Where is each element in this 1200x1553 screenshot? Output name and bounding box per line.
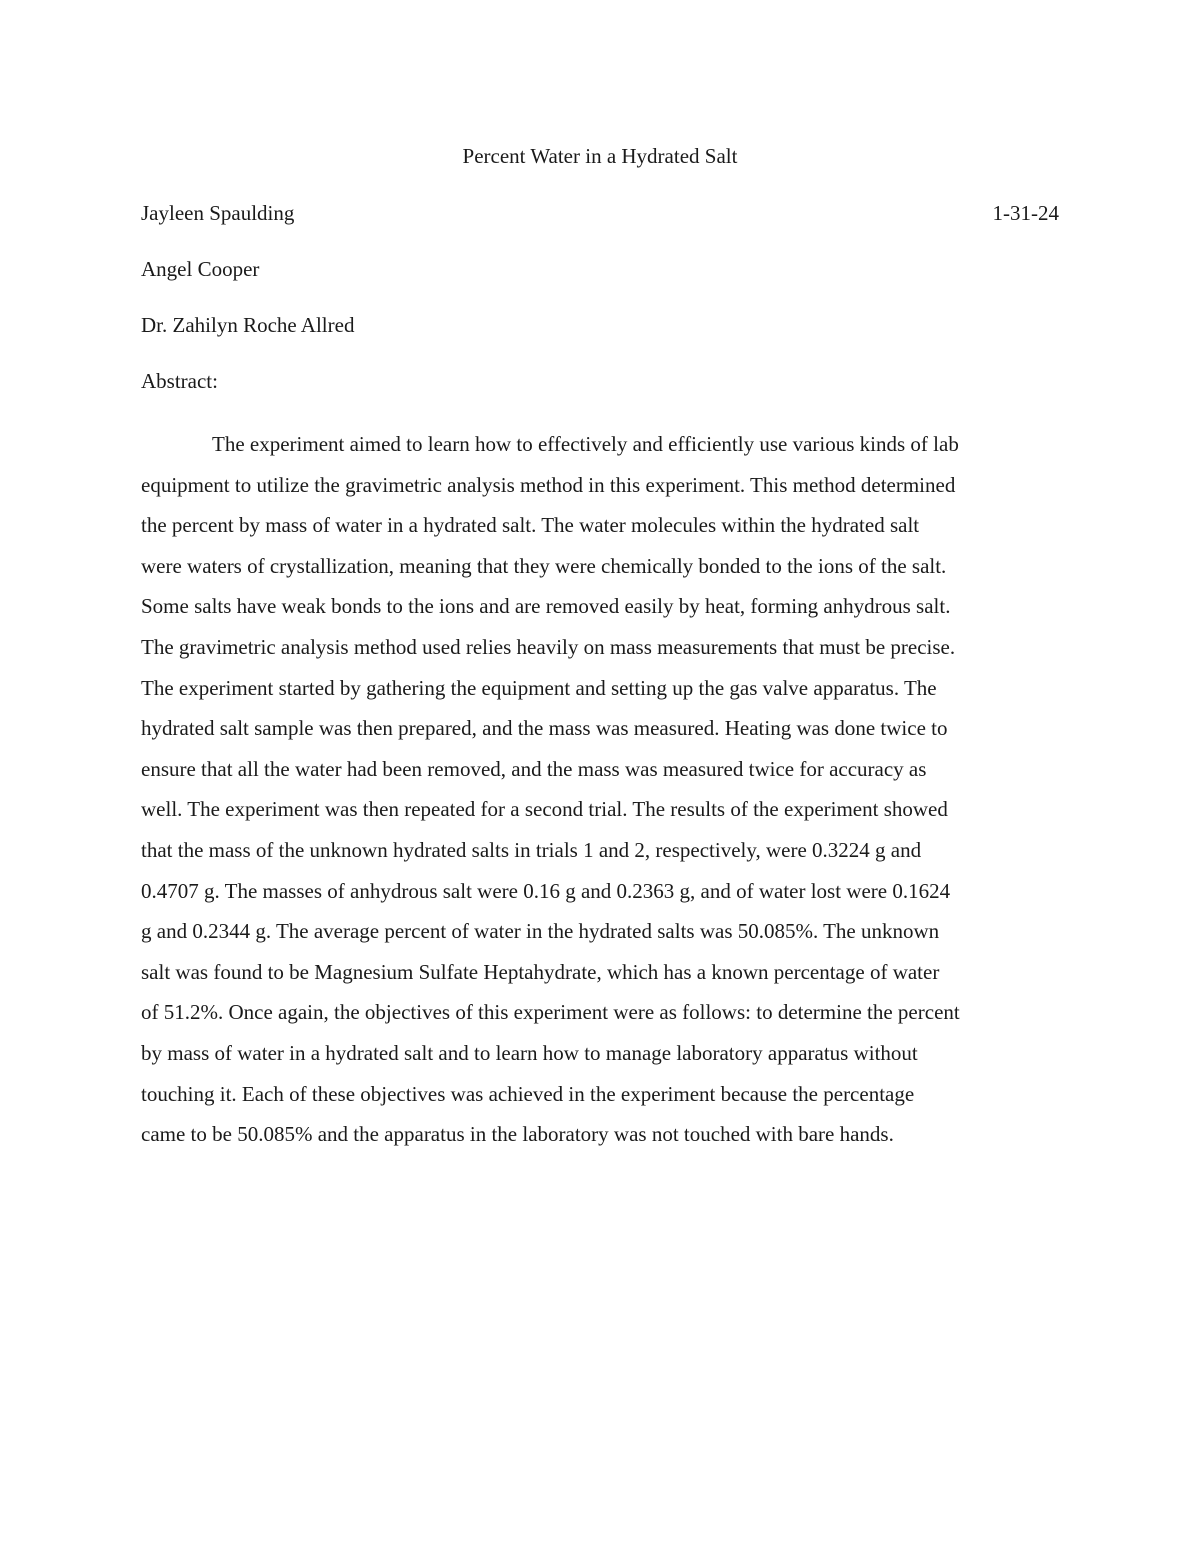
abstract-heading: Abstract: (141, 369, 218, 393)
abstract-line: hydrated salt sample was then prepared, and the mass was measured. Heating was done twice to (141, 716, 948, 741)
abstract-line: came to be 50.085% and the apparatus in the laboratory was not touched with bare hands. (141, 1122, 894, 1147)
abstract-line: 0.4707 g. The masses of anhydrous salt were 0.16 g and 0.2363 g, and of water lost were 0.1624 (141, 878, 951, 903)
author-name-primary: Jayleen Spaulding (141, 201, 295, 225)
abstract-line: well. The experiment was then repeated for a second trial. The results of the experiment showed (141, 797, 948, 822)
abstract-line: were waters of crystallization, meaning that they were chemically bonded to the ions of the salt. (141, 553, 947, 578)
abstract-line: Some salts have weak bonds to the ions and are removed easily by heat, forming anhydrous salt. (141, 594, 951, 619)
document-date: 1-31-24 (992, 201, 1059, 225)
instructor-name: Dr. Zahilyn Roche Allred (141, 313, 355, 337)
abstract-line: ensure that all the water had been removed, and the mass was measured twice for accuracy as (141, 756, 927, 781)
abstract-line: of 51.2%. Once again, the objectives of this experiment were as follows: to determine the percent (141, 1000, 960, 1025)
abstract-paragraph (141, 424, 1059, 1155)
abstract-line: touching it. Each of these objectives was achieved in the experiment because the percentage (141, 1081, 915, 1106)
abstract-line: the percent by mass of water in a hydrated salt. The water molecules within the hydrated salt (141, 513, 920, 538)
abstract-line: The experiment aimed to learn how to effectively and efficiently use various kinds of lab (212, 432, 959, 456)
abstract-line: salt was found to be Magnesium Sulfate Heptahydrate, which has a known percentage of water (141, 959, 940, 984)
abstract-line: that the mass of the unknown hydrated salts in trials 1 and 2, respectively, were 0.3224 g and (141, 837, 922, 862)
abstract-line: The gravimetric analysis method used relies heavily on mass measurements that must be precise. (141, 634, 956, 659)
document-title: Percent Water in a Hydrated Salt (462, 144, 738, 168)
abstract-line: equipment to utilize the gravimetric analysis method in this experiment. This method determined (141, 472, 956, 497)
abstract-line: by mass of water in a hydrated salt and to learn how to manage laboratory apparatus without (141, 1040, 918, 1065)
abstract-line: The experiment started by gathering the equipment and setting up the gas valve apparatus. The (141, 675, 937, 700)
author-name-secondary: Angel Cooper (141, 257, 260, 281)
abstract-line: g and 0.2344 g. The average percent of water in the hydrated salts was 50.085%. The unknown (141, 919, 940, 944)
